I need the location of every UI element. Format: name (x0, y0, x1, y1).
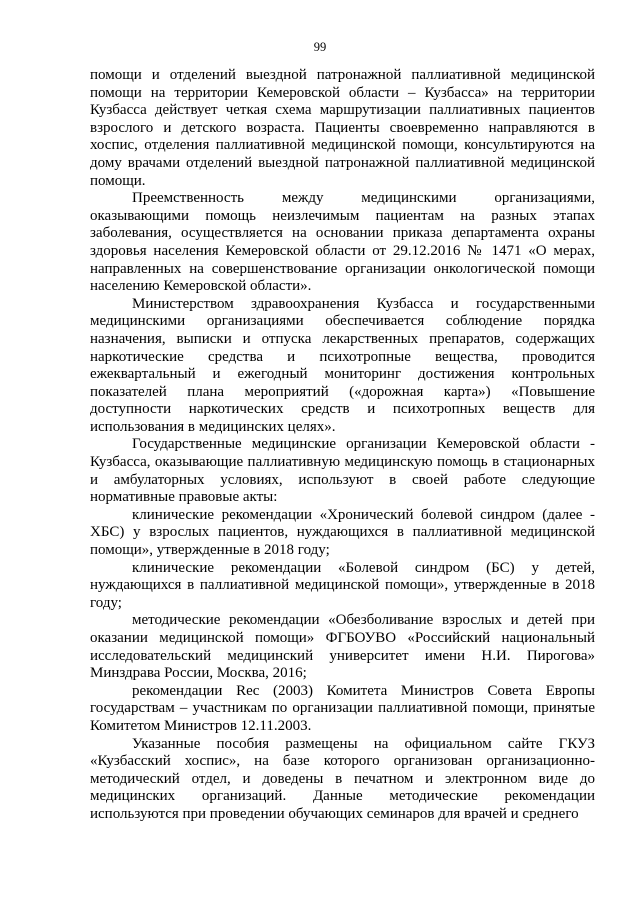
list-item-pain-children: клинические рекомендации «Болевой синдром (БС) у детей, нуждающихся в паллиативной медицинской помощи», утвержденные в 2018 году; (90, 559, 595, 611)
paragraph-manuals: Указанные пособия размещены на официальном сайте ГКУЗ «Кузбасский хоспис», на базе которого организован организационно-методический отдел, и доведены в печатном и электронном виде до медицинских организаций. Данные методические рекомендации используются при проведении обучающих семинаров для врачей и среднего (90, 735, 595, 822)
document-body (90, 67, 595, 824)
list-item-rec-2003: рекомендации Rec (2003) Комитета Министров Совета Европы государствам – участникам по организации паллиативной помощи, принятые Комитетом Министров 12.11.2003. (90, 682, 595, 734)
paragraph-continuation: помощи и отделений выездной патронажной паллиативной медицинской помощи на территории Кемеровской области – Кузбасса» на территории Кузбасса действует четкая схема маршрутизации паллиативных пациентов взрослого и детского возраста. Пациенты своевременно направляются в хоспис, отделения паллиативной медицинской помощи, консультируются на дому врачами отделений выездной патронажной паллиативной медицинской помощи. (90, 67, 595, 189)
page-number: 99 (313, 40, 327, 54)
paragraph-continuity: Преемственность между медицинскими организациями, оказывающими помощь неизлечимым пациентам на разных этапах заболевания, осуществляется на основании приказа департамента охраны здоровья населения Кемеровской области от 29.12.2016 № 1471 «О мерах, направленных на совершенствование организации онкологической помощи населению Кемеровской области». (90, 190, 595, 295)
list-item-chronic-pain: клинические рекомендации «Хронический болевой синдром (далее - ХБС) у взрослых пациентов, нуждающихся в паллиативной медицинской помощи», утвержденные в 2018 году; (90, 506, 595, 559)
list-item-analgesia: методические рекомендации «Обезболивание взрослых и детей при оказании медицинской помощи» ФГБОУВО «Российский национальный исследовательский медицинский университет имени Н.И. Пирогова» Минздрава России, Москва, 2016; (90, 612, 595, 682)
paragraph-state-organizations: Государственные медицинские организации Кемеровской области - Кузбасса, оказывающие паллиативную медицинскую помощь в стационарных и амбулаторных условиях, используют в своей работе следующие нормативные правовые акты: (90, 436, 595, 506)
paragraph-ministry: Министерством здравоохранения Кузбасса и государственными медицинскими организациями обеспечивается соблюдение порядка назначения, выписки и отпуска лекарственных препаратов, содержащих наркотические средства и психотропные вещества, проводится ежеквартальный и ежегодный мониторинг достижения контрольных показателей плана мероприятий («дорожная карта») «Повышение доступности наркотических средств и психотропных веществ для использования в медицинских целях». (90, 295, 595, 435)
